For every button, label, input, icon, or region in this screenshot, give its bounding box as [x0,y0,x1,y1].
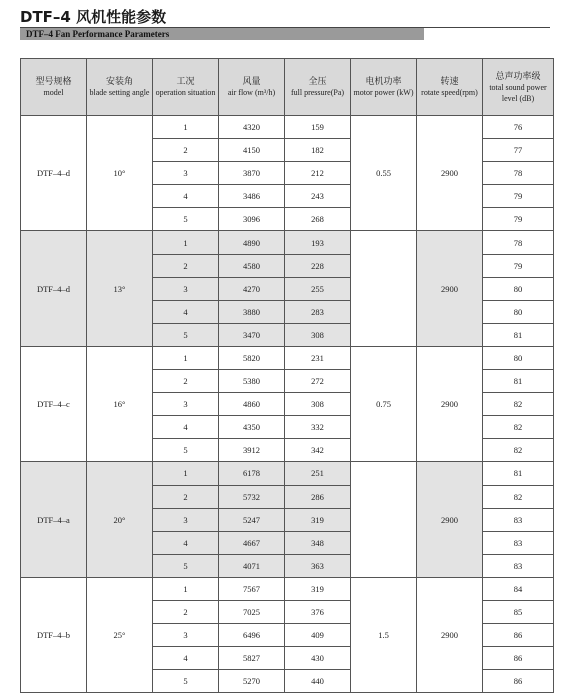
power-cell: 0.55 [351,116,417,231]
operation-cell: 1 [153,231,219,254]
pressure-cell: 268 [285,208,351,231]
sound-cell: 82 [483,485,554,508]
col-header-operation: 工况 operation situation [153,59,219,116]
speed-cell: 2900 [417,577,483,692]
pressure-cell: 193 [285,231,351,254]
speed-cell: 2900 [417,346,483,461]
airflow-cell: 5247 [219,508,285,531]
col-header-model: 型号规格 model [21,59,87,116]
operation-cell: 5 [153,208,219,231]
pressure-cell: 272 [285,370,351,393]
operation-cell: 4 [153,647,219,670]
pressure-cell: 319 [285,577,351,600]
sound-cell: 80 [483,300,554,323]
sound-cell: 82 [483,416,554,439]
angle-cell: 10° [87,116,153,231]
airflow-cell: 4150 [219,139,285,162]
pressure-cell: 430 [285,647,351,670]
airflow-cell: 3880 [219,300,285,323]
performance-table [20,58,554,693]
airflow-cell: 4667 [219,531,285,554]
col-header-speed: 转速 rotate speed(rpm) [417,59,483,116]
model-cell: DTF–4–a [21,462,87,577]
sound-cell: 77 [483,139,554,162]
airflow-cell: 7567 [219,577,285,600]
page-title: DTF–4 风机性能参数 [20,8,167,26]
sound-cell: 83 [483,554,554,577]
sound-cell: 81 [483,323,554,346]
operation-cell: 4 [153,416,219,439]
sound-cell: 80 [483,277,554,300]
model-cell: DTF–4–d [21,231,87,346]
operation-cell: 3 [153,162,219,185]
pressure-cell: 243 [285,185,351,208]
operation-cell: 5 [153,323,219,346]
airflow-cell: 7025 [219,600,285,623]
sound-cell: 84 [483,577,554,600]
power-cell: 0.75 [351,346,417,461]
power-cell [351,231,417,346]
col-header-angle: 安装角 blade setting angle [87,59,153,116]
airflow-cell: 6178 [219,462,285,485]
sound-cell: 81 [483,462,554,485]
airflow-cell: 3912 [219,439,285,462]
pressure-cell: 409 [285,624,351,647]
angle-cell: 20° [87,462,153,577]
sound-cell: 82 [483,439,554,462]
operation-cell: 4 [153,531,219,554]
sound-cell: 79 [483,208,554,231]
pressure-cell: 363 [285,554,351,577]
operation-cell: 4 [153,185,219,208]
col-header-sound: 总声功率级 total sound power level (dB) [483,59,554,116]
col-header-pressure: 全压 full pressure(Pa) [285,59,351,116]
sound-cell: 78 [483,162,554,185]
airflow-cell: 5380 [219,370,285,393]
pressure-cell: 212 [285,162,351,185]
operation-cell: 5 [153,670,219,693]
airflow-cell: 4071 [219,554,285,577]
pressure-cell: 440 [285,670,351,693]
airflow-cell: 4350 [219,416,285,439]
pressure-cell: 228 [285,254,351,277]
model-cell: DTF–4–b [21,577,87,692]
speed-cell: 2900 [417,231,483,346]
operation-cell: 3 [153,277,219,300]
airflow-cell: 4860 [219,393,285,416]
sound-cell: 80 [483,346,554,369]
table-row [21,346,554,369]
pressure-cell: 182 [285,139,351,162]
operation-cell: 3 [153,508,219,531]
sound-cell: 83 [483,508,554,531]
airflow-cell: 3486 [219,185,285,208]
pressure-cell: 348 [285,531,351,554]
pressure-cell: 159 [285,116,351,139]
operation-cell: 3 [153,393,219,416]
header-row [21,59,554,116]
sound-cell: 86 [483,647,554,670]
airflow-cell: 5820 [219,346,285,369]
angle-cell: 25° [87,577,153,692]
operation-cell: 5 [153,554,219,577]
pressure-cell: 342 [285,439,351,462]
power-cell [351,462,417,577]
airflow-cell: 6496 [219,624,285,647]
sound-cell: 82 [483,393,554,416]
subtitle: DTF–4 Fan Performance Parameters [26,29,170,39]
pressure-cell: 319 [285,508,351,531]
operation-cell: 3 [153,624,219,647]
airflow-cell: 5270 [219,670,285,693]
operation-cell: 1 [153,116,219,139]
subtitle-bar [20,28,424,40]
col-header-power: 电机功率 motor power (kW) [351,59,417,116]
sound-cell: 83 [483,531,554,554]
pressure-cell: 332 [285,416,351,439]
airflow-cell: 4890 [219,231,285,254]
airflow-cell: 4580 [219,254,285,277]
sound-cell: 78 [483,231,554,254]
operation-cell: 1 [153,346,219,369]
airflow-cell: 4320 [219,116,285,139]
operation-cell: 2 [153,600,219,623]
model-cell: DTF–4–d [21,116,87,231]
pressure-cell: 308 [285,393,351,416]
pressure-cell: 283 [285,300,351,323]
airflow-cell: 3470 [219,323,285,346]
power-cell: 1.5 [351,577,417,692]
pressure-cell: 376 [285,600,351,623]
pressure-cell: 231 [285,346,351,369]
airflow-cell: 5827 [219,647,285,670]
airflow-cell: 3096 [219,208,285,231]
operation-cell: 1 [153,462,219,485]
operation-cell: 2 [153,485,219,508]
table-row [21,116,554,139]
operation-cell: 2 [153,139,219,162]
operation-cell: 4 [153,300,219,323]
sound-cell: 85 [483,600,554,623]
airflow-cell: 4270 [219,277,285,300]
angle-cell: 13° [87,231,153,346]
pressure-cell: 255 [285,277,351,300]
sound-cell: 86 [483,670,554,693]
operation-cell: 5 [153,439,219,462]
speed-cell: 2900 [417,116,483,231]
table-row [21,462,554,485]
sound-cell: 81 [483,370,554,393]
model-cell: DTF–4–c [21,346,87,461]
airflow-cell: 3870 [219,162,285,185]
operation-cell: 2 [153,370,219,393]
table-row [21,577,554,600]
angle-cell: 16° [87,346,153,461]
sound-cell: 86 [483,624,554,647]
operation-cell: 1 [153,577,219,600]
pressure-cell: 286 [285,485,351,508]
sound-cell: 76 [483,116,554,139]
sound-cell: 79 [483,254,554,277]
table-row [21,231,554,254]
airflow-cell: 5732 [219,485,285,508]
operation-cell: 2 [153,254,219,277]
speed-cell: 2900 [417,462,483,577]
col-header-airflow: 风量 air flow (m³/h) [219,59,285,116]
pressure-cell: 251 [285,462,351,485]
sound-cell: 79 [483,185,554,208]
pressure-cell: 308 [285,323,351,346]
